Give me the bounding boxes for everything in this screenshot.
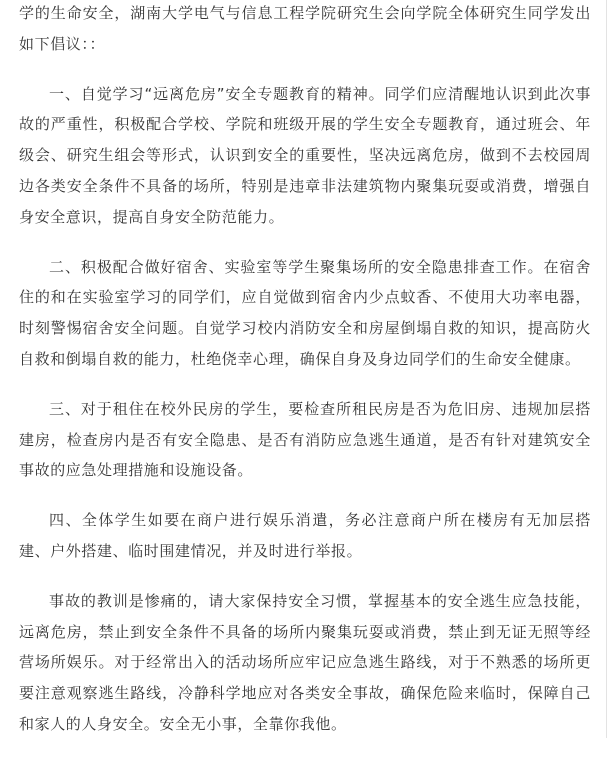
closing-paragraph: 事故的教训是惨痛的，请大家保持安全习惯，掌握基本的安全逃生应急技能，远离危房，禁止到安全条件不具备的场所内聚集玩耍或消费，禁止到无证无照等经营场所娱乐。对于经常出入的活动场所应牢记应急逃生路线，对于不熟悉的场所更要注意观察逃生路线，冷静科学地应对各类安全事故，确保危险来临时，保障自己和家人的人身安全。安全无小事，全靠你我他。 [19, 591, 591, 733]
proposal-3-paragraph: 三、对于租住在校外民房的学生，要检查所租民房是否为危旧房、违规加层搭建房，检查房内是否有安全隐患、是否有消防应急逃生通道，是否有针对建筑安全事故的应急处理措施和设施设备。 [19, 399, 591, 480]
proposal-2-paragraph: 二、积极配合做好宿舍、实验室等学生聚集场所的安全隐患排查工作。在宿舍住的和在实验室学习的同学们，应自觉做到宿舍内少点蚊香、不使用大功率电器，时刻警惕宿舍安全问题。自觉学习校内消防安全和房屋倒塌自救的知识，提高防火自救和倒塌自救的能力，杜绝侥幸心理，确保自身及身边同学们的生命安全健康。 [19, 257, 591, 368]
intro-paragraph: 学的生命安全，湖南大学电气与信息工程学院研究生会向学院全体研究生同学发出如下倡议：： [19, 4, 591, 53]
article-body [19, 0, 591, 759]
proposal-1-paragraph: 一、自觉学习“远离危房”安全专题教育的精神。同学们应清醒地认识到此次事故的严重性，积极配合学校、学院和班级开展的学生安全专题教育，通过班会、年级会、研究生组会等形式，认识到安全的重要性，坚决远离危房，做到不去校园周边各类安全条件不具备的场所，特别是违章非法建筑物内聚集玩耍或消费，增强自身安全意识，提高自身安全防范能力。 [19, 84, 591, 226]
proposal-4-paragraph: 四、全体学生如要在商户进行娱乐消遣，务必注意商户所在楼房有无加层搭建、户外搭建、临时围建情况，并及时进行举报。 [19, 511, 591, 560]
